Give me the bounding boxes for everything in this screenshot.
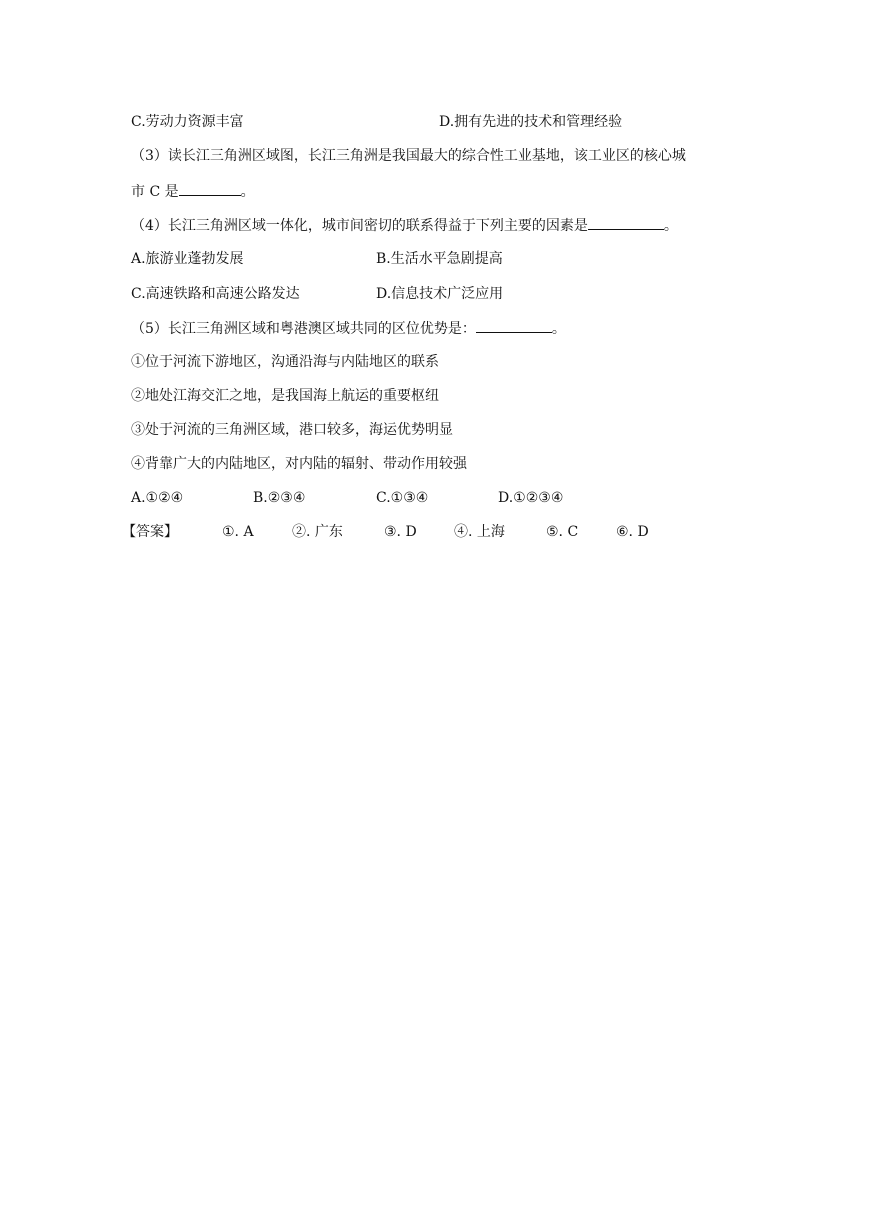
q2-option-c: C.劳动力资源丰富 <box>131 114 244 130</box>
q4-option-b: B.生活水平急剧提高 <box>376 251 503 267</box>
q5-option-b: B.②③④ <box>253 490 306 506</box>
q4-answer-blank <box>588 215 664 230</box>
answer-item-4: ④. 上海 <box>454 524 505 540</box>
q5-stem-text: （5）长江三角洲区域和粤港澳区域共同的区位优势是： <box>131 321 476 337</box>
q3-answer-blank <box>179 181 241 196</box>
answer-item-5: ⑤. C <box>546 524 579 540</box>
q5-statement-2: ②地处江海交汇之地，是我国海上航运的重要枢纽 <box>131 388 439 404</box>
q4-stem-end: 。 <box>663 218 678 234</box>
answer-item-6: ⑥. D <box>616 524 649 540</box>
q3-stem-end: 。 <box>240 184 255 200</box>
q5-statement-3: ③处于河流的三角洲区域，港口较多，海运优势明显 <box>131 422 453 438</box>
q5-stem <box>131 318 566 338</box>
answer-item-2: ②. 广东 <box>292 524 343 540</box>
answer-item-1: ①. A <box>222 524 254 540</box>
q3-stem-text: 市 C 是 <box>131 184 179 200</box>
answer-item-3: ③. D <box>384 524 417 540</box>
q5-statement-1: ①位于河流下游地区，沟通沿海与内陆地区的联系 <box>131 354 439 370</box>
q5-option-d: D.①②③④ <box>498 490 564 506</box>
q2-option-d: D.拥有先进的技术和管理经验 <box>439 114 623 130</box>
q4-option-a: A.旅游业蓬勃发展 <box>131 251 244 267</box>
q4-stem <box>131 215 678 235</box>
q5-option-a: A.①②④ <box>131 490 184 506</box>
q5-answer-blank <box>476 318 552 333</box>
q3-stem-line2 <box>131 181 255 201</box>
q5-statement-4: ④背靠广大的内陆地区，对内陆的辐射、带动作用较强 <box>131 456 467 472</box>
q5-option-c: C.①③④ <box>376 490 429 506</box>
q4-stem-text: （4）长江三角洲区域一体化，城市间密切的联系得益于下列主要的因素是 <box>131 218 588 234</box>
q4-option-c: C.高速铁路和高速公路发达 <box>131 286 300 302</box>
q4-option-d: D.信息技术广泛应用 <box>376 286 504 302</box>
answer-label: 【答案】 <box>122 524 178 540</box>
q3-stem-line1: （3）读长江三角洲区域图，长江三角洲是我国最大的综合性工业基地，该工业区的核心城 <box>131 148 686 164</box>
q5-stem-end: 。 <box>551 321 566 337</box>
